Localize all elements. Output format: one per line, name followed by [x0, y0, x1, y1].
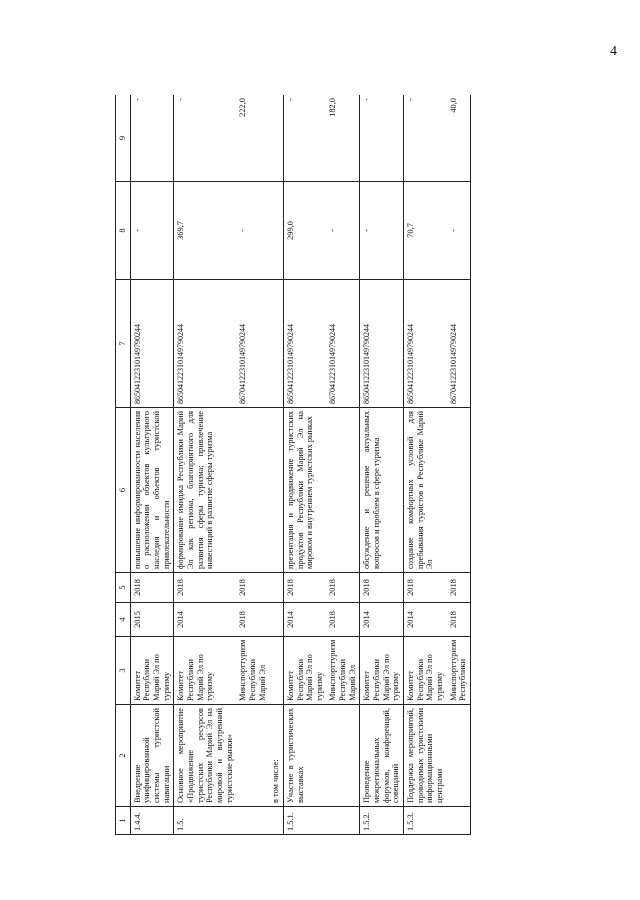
col-header-8: 8 [116, 182, 131, 280]
cell-item-number: 1.5. [174, 807, 236, 835]
col-header-7: 7 [116, 280, 131, 408]
col-header-5: 5 [116, 573, 131, 603]
cell-amount-col9: 222,0 [236, 95, 269, 182]
cell-amount-col8: - [360, 182, 404, 280]
cell-amount-col9 [269, 95, 283, 182]
cell-budget-code: 86504122310149790244 [130, 280, 174, 408]
cell-amount-col9: - [174, 95, 236, 182]
table-row [174, 95, 236, 835]
cell-amount-col8: - [326, 182, 359, 280]
budget-table [115, 95, 471, 835]
cell-responsible: Комитет Республики Марий Эл по туризму [360, 637, 404, 705]
cell-amount-col8: - [130, 182, 174, 280]
cell-responsible: Минспорттуризм Республики Марий Эл [326, 637, 359, 705]
cell-activity: Внедрение унифицированной системы туристской навигации [130, 705, 174, 807]
cell-end-year: 2018 [283, 573, 326, 603]
cell-responsible: Минспорттуризм Республики Марий Эл [236, 637, 269, 705]
cell-activity: Проведение межрегиональных форумов, конференций, совещаний [360, 705, 404, 807]
col-header-1: 1 [116, 807, 131, 835]
cell-start-year: 2018 [326, 603, 359, 637]
cell-item-number [447, 807, 471, 835]
cell-activity [447, 705, 471, 807]
cell-expected-result: повышение информированности населения о расположении объектов культурного наследия и объектов туристской привлекательности [130, 408, 174, 573]
cell-expected-result: создание комфортных условий для пребывания туристов в Республике Марий Эл [404, 408, 447, 573]
cell-expected-result: обсуждение и решение актуальных вопросов и проблем в сфере туризма [360, 408, 404, 573]
cell-start-year: 2018 [236, 603, 269, 637]
cell-expected-result [236, 408, 269, 573]
cell-end-year: 2018 [404, 573, 447, 603]
cell-activity [326, 705, 359, 807]
cell-amount-col8: 369,7 [174, 182, 236, 280]
cell-item-number [326, 807, 359, 835]
cell-amount-col9: - [130, 95, 174, 182]
table-row [404, 95, 447, 835]
cell-item-number [269, 807, 283, 835]
cell-item-number: 1.4.4. [130, 807, 174, 835]
col-header-2: 2 [116, 705, 131, 807]
cell-expected-result: презентация и продвижение туристских продуктов Республики Марий Эл на мировом и внутреннем туристских рынках [283, 408, 326, 573]
col-header-6: 6 [116, 408, 131, 573]
cell-end-year: 2018 [174, 573, 236, 603]
cell-expected-result [447, 408, 471, 573]
cell-amount-col9: - [283, 95, 326, 182]
cell-responsible: Комитет Республики Марий Эл по туризму [174, 637, 236, 705]
cell-activity: Основное мероприятие «Продвижение туристских ресурсов Республики Марий Эл на мировой и внутренний туристские рынки» [174, 705, 236, 807]
cell-activity: Участие в туристических выставках [283, 705, 326, 807]
cell-budget-code: 86504122310149790244 [404, 280, 447, 408]
cell-expected-result: формирование имиджа Республики Марий Эл как региона, благоприятного для развития сферы туризма; привлечение инвестиций в развитие сферы туризма [174, 408, 236, 573]
cell-activity: в том числе: [269, 705, 283, 807]
cell-amount-col9: 40,0 [447, 95, 471, 182]
table-body [130, 95, 470, 835]
cell-item-number: 1.5.2. [360, 807, 404, 835]
cell-start-year: 2018 [447, 603, 471, 637]
cell-budget-code: 86704122310149790244 [326, 280, 359, 408]
col-header-4: 4 [116, 603, 131, 637]
cell-activity: Поддержка мероприятий, проводимых туристскими информационными центрами [404, 705, 447, 807]
cell-amount-col8: - [447, 182, 471, 280]
cell-item-number: 1.5.3. [404, 807, 447, 835]
table-row [283, 95, 326, 835]
cell-end-year: 2018 [447, 573, 471, 603]
cell-responsible: Комитет Республики Марий Эл по туризму [283, 637, 326, 705]
table-viewport [115, 95, 615, 835]
cell-activity [236, 705, 269, 807]
cell-expected-result [326, 408, 359, 573]
page-number: 4 [610, 44, 617, 59]
cell-amount-col8: 70,7 [404, 182, 447, 280]
cell-start-year: 2014 [174, 603, 236, 637]
table-row [236, 95, 269, 835]
table-row [447, 95, 471, 835]
cell-start-year: 2015 [130, 603, 174, 637]
cell-amount-col8 [269, 182, 283, 280]
table-row [360, 95, 404, 835]
cell-amount-col8: - [236, 182, 269, 280]
cell-end-year [269, 573, 283, 603]
col-header-3: 3 [116, 637, 131, 705]
rotated-table-container [115, 95, 615, 835]
cell-start-year: 2014 [283, 603, 326, 637]
cell-end-year: 2018 [236, 573, 269, 603]
col-header-9: 9 [116, 95, 131, 182]
cell-budget-code: 86704122310149790244 [236, 280, 269, 408]
header-row [116, 95, 131, 835]
cell-item-number [236, 807, 269, 835]
cell-responsible: Минспорттуризм Республики [447, 637, 471, 705]
cell-budget-code: 86704122310149790244 [447, 280, 471, 408]
cell-expected-result [269, 408, 283, 573]
cell-item-number: 1.5.1. [283, 807, 326, 835]
cell-start-year: 2014 [404, 603, 447, 637]
table-row [326, 95, 359, 835]
cell-budget-code [269, 280, 283, 408]
cell-budget-code: 86504122310149790244 [174, 280, 236, 408]
cell-start-year [269, 603, 283, 637]
cell-amount-col9: - [360, 95, 404, 182]
cell-budget-code: 86504122310149790244 [360, 280, 404, 408]
cell-amount-col9: 182,0 [326, 95, 359, 182]
cell-responsible: Комитет Республики Марий Эл по туризму [404, 637, 447, 705]
table-row [130, 95, 174, 835]
cell-responsible [269, 637, 283, 705]
cell-end-year: 2018 [326, 573, 359, 603]
cell-budget-code: 86504122310149790244 [283, 280, 326, 408]
cell-end-year: 2018 [360, 573, 404, 603]
table-row [269, 95, 283, 835]
cell-end-year: 2018 [130, 573, 174, 603]
cell-amount-col9: - [404, 95, 447, 182]
cell-start-year: 2014 [360, 603, 404, 637]
cell-responsible: Комитет Республики Марий Эл по туризму [130, 637, 174, 705]
cell-amount-col8: 299,0 [283, 182, 326, 280]
